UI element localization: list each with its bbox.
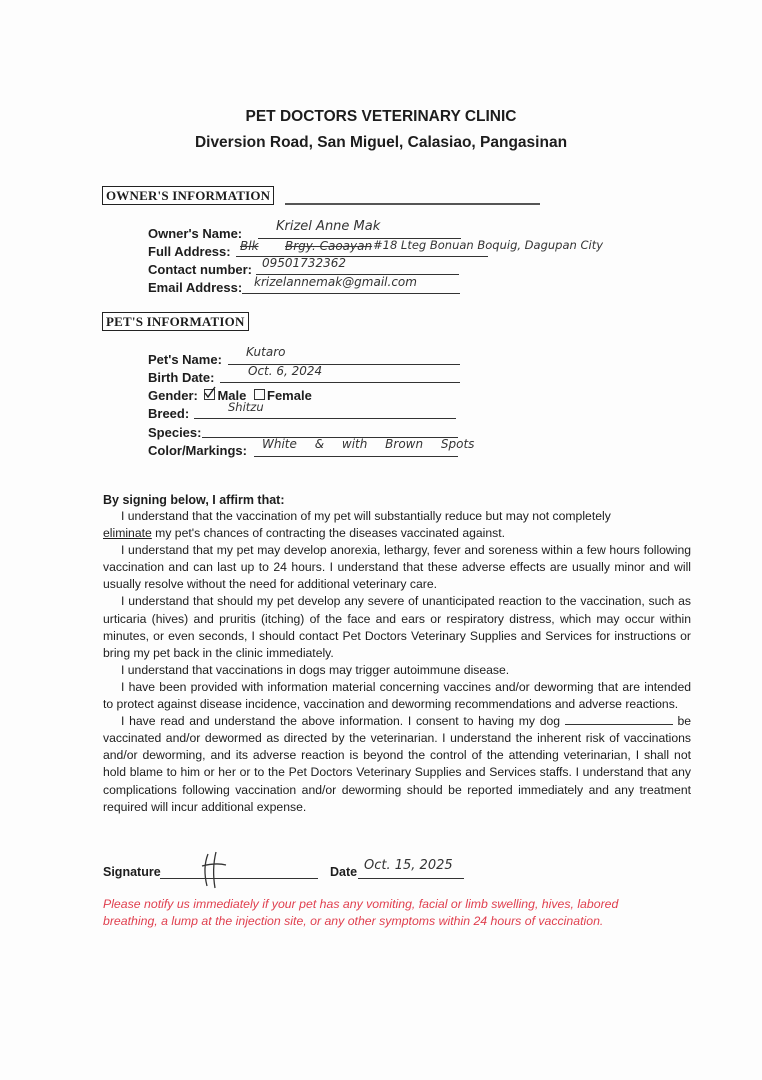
species-field[interactable] bbox=[202, 421, 458, 438]
female-checkbox[interactable] bbox=[254, 389, 265, 400]
affirmation-text: I have read and understand the above information. I consent to having my dog bbox=[121, 714, 561, 729]
date-label: Date bbox=[330, 865, 358, 879]
affirmation-text: I understand that the vaccination of my pet will substantially reduce but may not completely bbox=[121, 509, 611, 523]
symptom-notice: Please notify us immediately if your pet has any vomiting, facial or limb swelling, hives, labored breathing, a lump at the injection site, or any other symptoms within 24 hours of vaccination. bbox=[103, 897, 619, 928]
male-checkbox[interactable] bbox=[204, 389, 215, 400]
male-label: Male bbox=[217, 388, 247, 403]
breed-value: Shitzu bbox=[228, 400, 264, 414]
contact-value: 09501732362 bbox=[262, 256, 346, 270]
pet-name-value: Kutaro bbox=[246, 345, 286, 359]
affirmation-text: my pet's chances of contracting the diseases vaccinated against. bbox=[151, 526, 506, 541]
breed-label: Breed: bbox=[148, 406, 190, 421]
owner-section-heading: OWNER'S INFORMATION bbox=[102, 186, 274, 205]
affirmation-paragraph: I understand that should my pet develop any severe of unanticipated reaction to the vaccination, such as urticaria (hives) and pruritis (itching) of the face and ears or respiratory distress, which may occur within minutes, or even seconds, I should contact Pet Doctors Veterinary Supplies and Services for instructions or bring my pet back in the clinic immediately. bbox=[103, 594, 691, 660]
pet-name-label: Pet's Name: bbox=[148, 352, 222, 367]
clinic-name: PET DOCTORS VETERINARY CLINIC bbox=[245, 108, 517, 125]
email-value: krizelannemak@gmail.com bbox=[254, 275, 417, 289]
affirmation-paragraph: I have been provided with information material concerning vaccines and/or deworming that are intended to protect against disease incidence, vaccination and deworming recommendations and adverse reactions. bbox=[103, 679, 691, 712]
contact-label: Contact number: bbox=[148, 262, 252, 277]
email-label: Email Address: bbox=[148, 280, 243, 295]
affirmation-text: be vaccinated and/or dewormed as directed by the veterinarian. I understand the inherent risk of vaccinations and/or deworming, and its adverse reaction is beyond the control of the attending veterinarian, I shall not hold blame to him or her or to the Pet Doctors Veterinary Supplies and Services staffs. I understand that any complications following vaccination and/or deworming should be reported immediately and any treatment required will incur additional expense. bbox=[103, 714, 692, 814]
section-divider bbox=[285, 203, 540, 205]
underlined-word: eliminate bbox=[103, 526, 152, 541]
affirmation-intro: By signing below, I affirm that: bbox=[103, 493, 285, 507]
affirmation-paragraph: I understand that vaccinations in dogs may trigger autoimmune disease. bbox=[121, 662, 510, 677]
birth-date-label: Birth Date: bbox=[148, 370, 215, 385]
female-label: Female bbox=[267, 388, 312, 403]
color-markings-label: Color/Markings: bbox=[148, 443, 247, 458]
date-value: Oct. 15, 2025 bbox=[364, 858, 453, 873]
dog-name-blank[interactable] bbox=[565, 714, 673, 725]
species-label: Species: bbox=[148, 425, 202, 440]
pet-section-heading: PET'S INFORMATION bbox=[102, 312, 249, 331]
affirmation-body bbox=[103, 508, 691, 816]
affirmation-paragraph: I understand that my pet may develop anorexia, lethargy, fever and soreness within a few hours following vaccination and can last up to 24 hours. I understand that these adverse effects are usually minor and will usually resolve without the need for additional veterinary care. bbox=[103, 543, 691, 592]
color-markings-value: White & with Brown Spots bbox=[262, 437, 475, 451]
affirmation-paragraph bbox=[103, 508, 691, 525]
address-struck-text: Blk bbox=[240, 239, 259, 253]
clinic-address: Diversion Road, San Miguel, Calasiao, Pangasinan bbox=[194, 134, 568, 151]
address-value: #18 Lteg Bonuan Boquig, Dagupan City bbox=[373, 238, 604, 252]
gender-label: Gender: bbox=[148, 388, 198, 403]
signature-label: Signature bbox=[103, 865, 161, 879]
birth-date-value: Oct. 6, 2024 bbox=[248, 364, 323, 378]
check-icon bbox=[204, 386, 216, 399]
owner-name-value: Krizel Anne Mak bbox=[276, 219, 381, 234]
owner-name-label: Owner's Name: bbox=[148, 226, 243, 241]
address-label: Full Address: bbox=[148, 244, 231, 259]
affirmation-paragraph bbox=[103, 525, 691, 542]
address-struck-text: Brgy. Caoayan bbox=[285, 239, 373, 253]
affirmation-paragraph bbox=[103, 713, 691, 816]
signature-mark bbox=[198, 848, 232, 890]
signature-field[interactable] bbox=[160, 862, 318, 879]
